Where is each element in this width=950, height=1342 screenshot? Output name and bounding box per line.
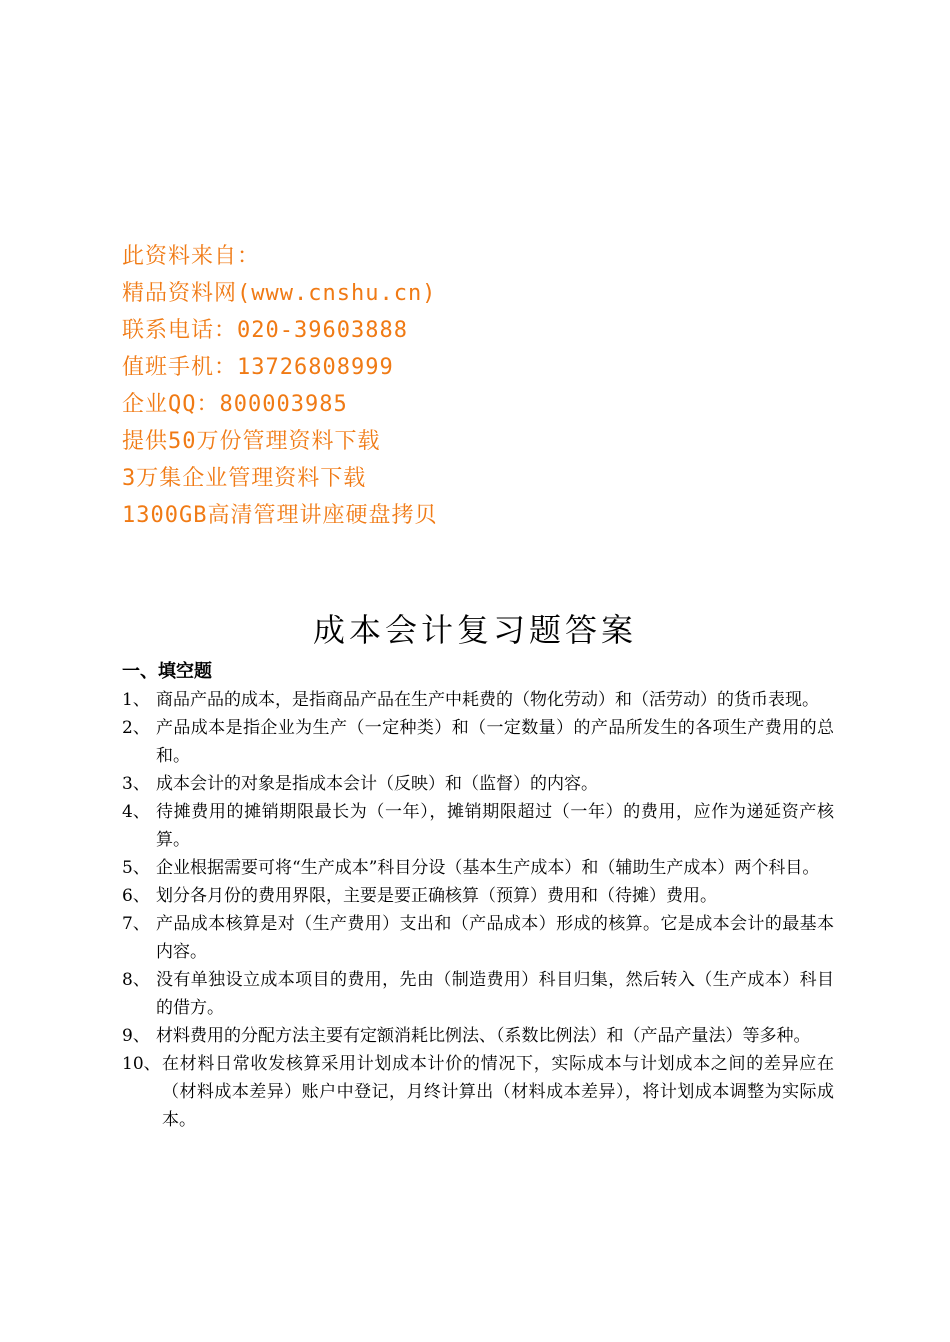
question-item <box>122 714 834 770</box>
question-number: 10、 <box>122 1054 161 1074</box>
question-item <box>122 966 834 1022</box>
question-text: 材料费用的分配方法主要有定额消耗比例法、（系数比例法）和（产品产量法）等多种。 <box>156 1026 811 1046</box>
promo-line-offer-3: 1300GB高清管理讲座硬盘拷贝 <box>122 503 438 528</box>
question-item <box>122 770 834 798</box>
question-item <box>122 798 834 854</box>
question-text: 划分各月份的费用界限，主要是要正确核算（预算）费用和（待摊）费用。 <box>156 886 717 906</box>
question-number: 7、 <box>122 914 150 934</box>
promo-line-offer-1: 提供50万份管理资料下载 <box>122 429 381 454</box>
question-number: 8、 <box>122 970 150 990</box>
question-number: 2、 <box>122 718 150 738</box>
question-item <box>122 910 834 966</box>
document-title: 成本会计复习题答案 <box>312 611 637 649</box>
promo-line-source: 此资料来自： <box>122 244 261 269</box>
question-text: 成本会计的对象是指成本会计（反映）和（监督）的内容。 <box>156 774 598 794</box>
question-item <box>122 1022 834 1050</box>
question-item <box>122 882 834 910</box>
question-number: 5、 <box>122 858 150 878</box>
question-text: 产品成本核算是对（生产费用）支出和（产品成本）形成的核算。它是成本会计的最基本内容。 <box>156 914 834 962</box>
question-text: 没有单独设立成本项目的费用，先由（制造费用）科目归集，然后转入（生产成本）科目的借方。 <box>156 970 834 1018</box>
section-heading: 一、填空题 <box>122 661 212 682</box>
question-text: 在材料日常收发核算采用计划成本计价的情况下，实际成本与计划成本之间的差异应在（材料成本差异）账户中登记，月终计算出（材料成本差异），将计划成本调整为实际成本。 <box>162 1054 834 1130</box>
question-text: 商品产品的成本，是指商品产品在生产中耗费的（物化劳动）和（活劳动）的货币表现。 <box>156 690 819 710</box>
question-list <box>122 686 834 1134</box>
question-number: 4、 <box>122 802 150 822</box>
question-text: 产品成本是指企业为生产（一定种类）和（一定数量）的产品所发生的各项生产费用的总和。 <box>156 718 834 766</box>
promo-line-qq: 企业QQ：800003985 <box>122 392 348 417</box>
promo-line-mobile: 值班手机：13726808999 <box>122 355 394 380</box>
question-number: 9、 <box>122 1026 150 1046</box>
promo-line-offer-2: 3万集企业管理资料下载 <box>122 466 367 491</box>
question-text: 企业根据需要可将“生产成本”科目分设（基本生产成本）和（辅助生产成本）两个科目。 <box>156 858 820 878</box>
question-number: 3、 <box>122 774 150 794</box>
question-item <box>122 686 834 714</box>
promo-line-phone: 联系电话：020-39603888 <box>122 318 408 343</box>
question-item <box>122 854 834 882</box>
question-item <box>122 1050 834 1134</box>
question-number: 1、 <box>122 690 150 710</box>
question-number: 6、 <box>122 886 150 906</box>
promo-line-website: 精品资料网(www.cnshu.cn) <box>122 281 437 306</box>
question-text: 待摊费用的摊销期限最长为（一年），摊销期限超过（一年）的费用，应作为递延资产核算。 <box>156 802 834 850</box>
promo-block <box>122 238 822 534</box>
